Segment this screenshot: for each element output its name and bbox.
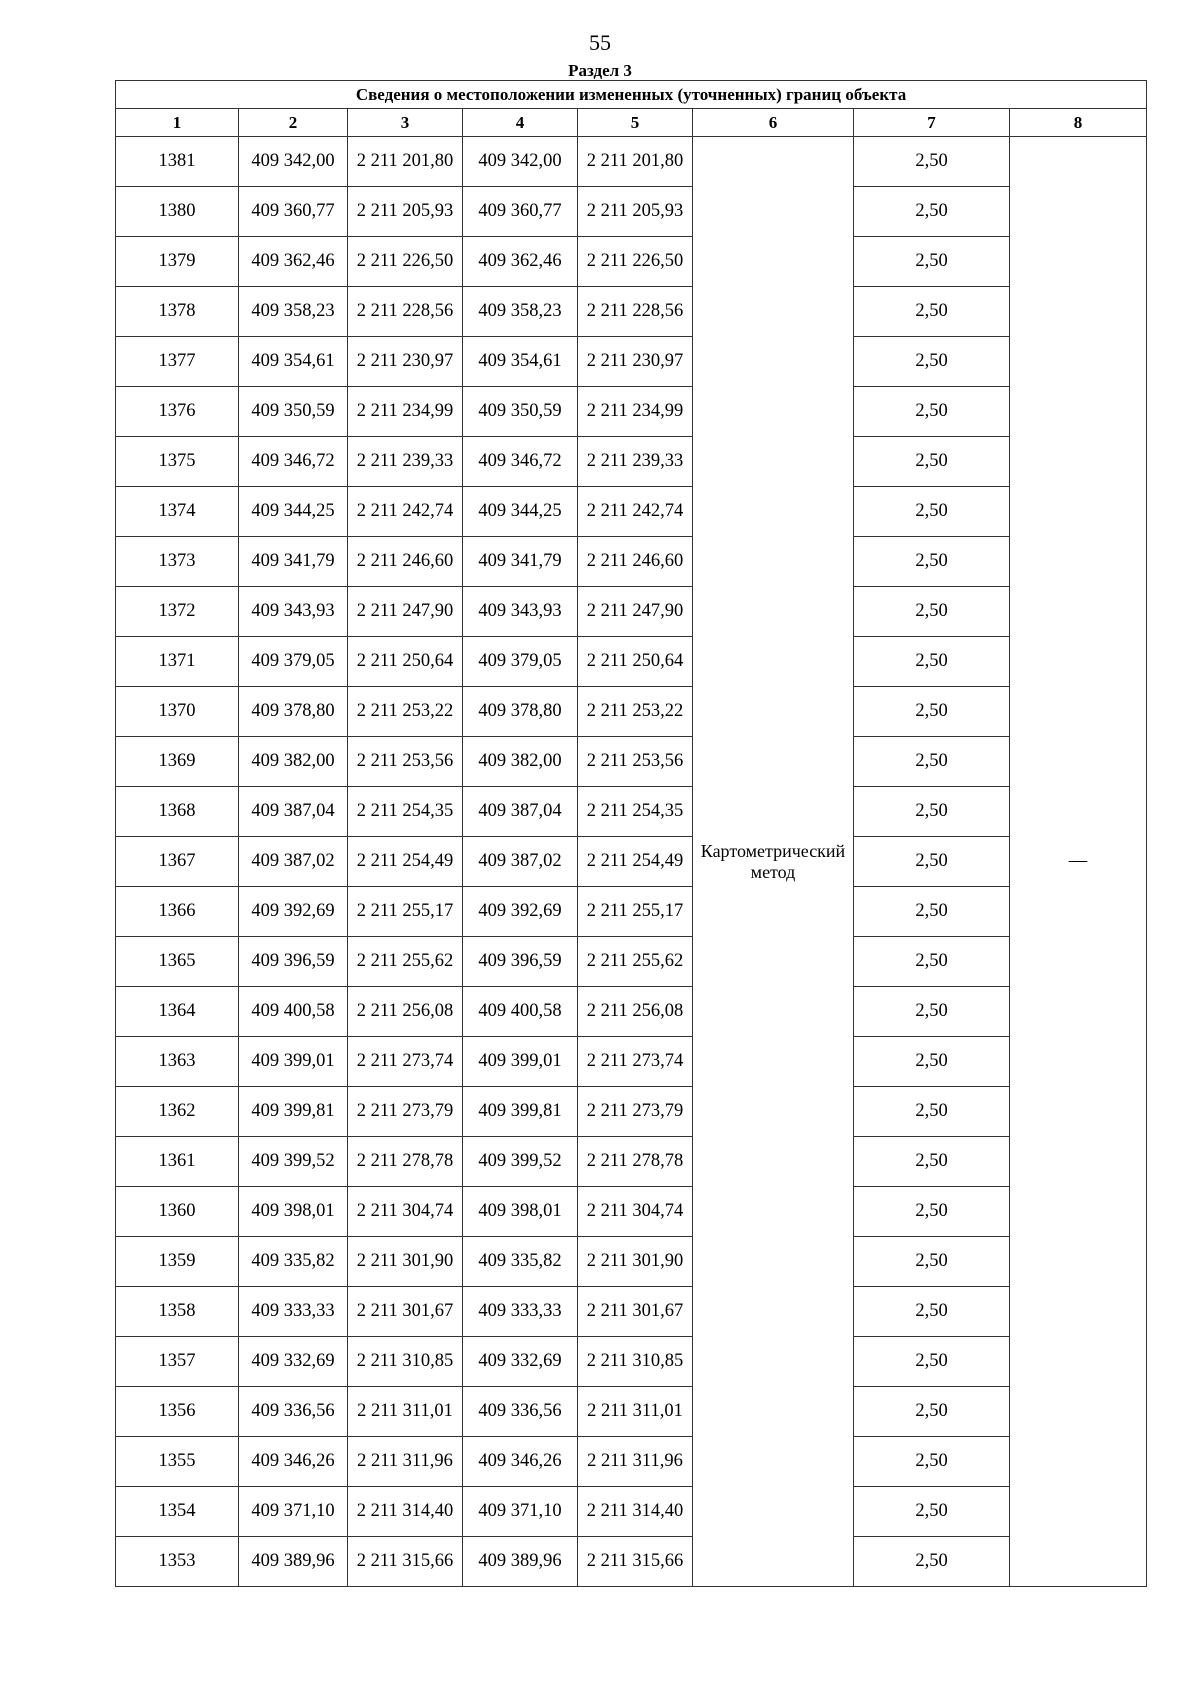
y-old-cell: 2 211 311,96 [348, 1437, 463, 1487]
x-new-cell: 409 332,69 [463, 1337, 578, 1387]
table-row [116, 787, 1147, 837]
column-header: 1 [116, 109, 239, 137]
x-old-cell: 409 400,58 [239, 987, 348, 1037]
x-old-cell: 409 341,79 [239, 537, 348, 587]
x-old-cell: 409 346,72 [239, 437, 348, 487]
point-number-cell: 1376 [116, 387, 239, 437]
y-old-cell: 2 211 250,64 [348, 637, 463, 687]
x-new-cell: 409 382,00 [463, 737, 578, 787]
table-row [116, 1087, 1147, 1137]
y-old-cell: 2 211 228,56 [348, 287, 463, 337]
y-new-cell: 2 211 315,66 [578, 1537, 693, 1587]
table-row [116, 287, 1147, 337]
y-new-cell: 2 211 205,93 [578, 187, 693, 237]
y-new-cell: 2 211 256,08 [578, 987, 693, 1037]
x-new-cell: 409 343,93 [463, 587, 578, 637]
x-old-cell: 409 332,69 [239, 1337, 348, 1387]
y-new-cell: 2 211 273,79 [578, 1087, 693, 1137]
y-old-cell: 2 211 247,90 [348, 587, 463, 637]
table-row [116, 937, 1147, 987]
accuracy-cell: 2,50 [854, 987, 1010, 1037]
y-old-cell: 2 211 255,17 [348, 887, 463, 937]
y-new-cell: 2 211 242,74 [578, 487, 693, 537]
table-row [116, 687, 1147, 737]
y-new-cell: 2 211 254,35 [578, 787, 693, 837]
point-number-cell: 1357 [116, 1337, 239, 1387]
accuracy-cell: 2,50 [854, 737, 1010, 787]
y-old-cell: 2 211 301,67 [348, 1287, 463, 1337]
accuracy-cell: 2,50 [854, 337, 1010, 387]
accuracy-cell: 2,50 [854, 1137, 1010, 1187]
x-old-cell: 409 387,02 [239, 837, 348, 887]
y-new-cell: 2 211 250,64 [578, 637, 693, 687]
x-new-cell: 409 379,05 [463, 637, 578, 687]
x-new-cell: 409 378,80 [463, 687, 578, 737]
y-new-cell: 2 211 310,85 [578, 1337, 693, 1387]
x-new-cell: 409 360,77 [463, 187, 578, 237]
y-new-cell: 2 211 247,90 [578, 587, 693, 637]
x-old-cell: 409 379,05 [239, 637, 348, 687]
y-new-cell: 2 211 278,78 [578, 1137, 693, 1187]
y-old-cell: 2 211 254,35 [348, 787, 463, 837]
point-number-cell: 1353 [116, 1537, 239, 1587]
point-number-cell: 1365 [116, 937, 239, 987]
table-row [116, 1187, 1147, 1237]
x-old-cell: 409 343,93 [239, 587, 348, 637]
y-new-cell: 2 211 254,49 [578, 837, 693, 887]
point-number-cell: 1367 [116, 837, 239, 887]
boundary-coordinates-table [115, 80, 1147, 1587]
x-old-cell: 409 342,00 [239, 137, 348, 187]
table-row [116, 1387, 1147, 1437]
y-new-cell: 2 211 226,50 [578, 237, 693, 287]
point-number-cell: 1378 [116, 287, 239, 337]
y-old-cell: 2 211 253,56 [348, 737, 463, 787]
x-old-cell: 409 335,82 [239, 1237, 348, 1287]
point-number-cell: 1372 [116, 587, 239, 637]
y-new-cell: 2 211 301,67 [578, 1287, 693, 1337]
table-row [116, 1137, 1147, 1187]
x-new-cell: 409 389,96 [463, 1537, 578, 1587]
x-old-cell: 409 336,56 [239, 1387, 348, 1437]
x-old-cell: 409 378,80 [239, 687, 348, 737]
y-old-cell: 2 211 278,78 [348, 1137, 463, 1187]
y-new-cell: 2 211 239,33 [578, 437, 693, 487]
x-old-cell: 409 392,69 [239, 887, 348, 937]
accuracy-cell: 2,50 [854, 1037, 1010, 1087]
x-new-cell: 409 400,58 [463, 987, 578, 1037]
point-number-cell: 1366 [116, 887, 239, 937]
x-new-cell: 409 344,25 [463, 487, 578, 537]
y-old-cell: 2 211 256,08 [348, 987, 463, 1037]
y-new-cell: 2 211 304,74 [578, 1187, 693, 1237]
y-old-cell: 2 211 226,50 [348, 237, 463, 287]
point-number-cell: 1363 [116, 1037, 239, 1087]
point-number-cell: 1381 [116, 137, 239, 187]
point-number-cell: 1379 [116, 237, 239, 287]
y-old-cell: 2 211 253,22 [348, 687, 463, 737]
accuracy-cell: 2,50 [854, 237, 1010, 287]
x-old-cell: 409 399,81 [239, 1087, 348, 1137]
x-old-cell: 409 362,46 [239, 237, 348, 287]
x-new-cell: 409 392,69 [463, 887, 578, 937]
x-new-cell: 409 336,56 [463, 1387, 578, 1437]
column-header-row [116, 109, 1147, 137]
point-number-cell: 1374 [116, 487, 239, 537]
accuracy-cell: 2,50 [854, 937, 1010, 987]
point-number-cell: 1355 [116, 1437, 239, 1487]
point-number-cell: 1360 [116, 1187, 239, 1237]
accuracy-cell: 2,50 [854, 487, 1010, 537]
point-number-cell: 1380 [116, 187, 239, 237]
y-new-cell: 2 211 301,90 [578, 1237, 693, 1287]
x-new-cell: 409 398,01 [463, 1187, 578, 1237]
y-old-cell: 2 211 273,74 [348, 1037, 463, 1087]
column-header: 7 [854, 109, 1010, 137]
table-row [116, 1437, 1147, 1487]
point-number-cell: 1369 [116, 737, 239, 787]
table-row [116, 1287, 1147, 1337]
x-old-cell: 409 371,10 [239, 1487, 348, 1537]
table-row [116, 587, 1147, 637]
y-old-cell: 2 211 255,62 [348, 937, 463, 987]
accuracy-cell: 2,50 [854, 1487, 1010, 1537]
point-number-cell: 1375 [116, 437, 239, 487]
x-old-cell: 409 399,52 [239, 1137, 348, 1187]
x-new-cell: 409 396,59 [463, 937, 578, 987]
x-old-cell: 409 333,33 [239, 1287, 348, 1337]
y-old-cell: 2 211 246,60 [348, 537, 463, 587]
accuracy-cell: 2,50 [854, 187, 1010, 237]
x-new-cell: 409 399,81 [463, 1087, 578, 1137]
point-number-cell: 1371 [116, 637, 239, 687]
x-new-cell: 409 358,23 [463, 287, 578, 337]
table-row [116, 437, 1147, 487]
column-header: 6 [693, 109, 854, 137]
accuracy-cell: 2,50 [854, 1237, 1010, 1287]
x-old-cell: 409 387,04 [239, 787, 348, 837]
y-new-cell: 2 211 314,40 [578, 1487, 693, 1537]
table-row [116, 537, 1147, 587]
x-new-cell: 409 333,33 [463, 1287, 578, 1337]
column-header: 8 [1010, 109, 1147, 137]
accuracy-cell: 2,50 [854, 537, 1010, 587]
x-old-cell: 409 399,01 [239, 1037, 348, 1087]
x-old-cell: 409 360,77 [239, 187, 348, 237]
x-new-cell: 409 387,04 [463, 787, 578, 837]
y-old-cell: 2 211 314,40 [348, 1487, 463, 1537]
y-old-cell: 2 211 315,66 [348, 1537, 463, 1587]
accuracy-cell: 2,50 [854, 837, 1010, 887]
y-new-cell: 2 211 255,17 [578, 887, 693, 937]
table-row [116, 187, 1147, 237]
x-new-cell: 409 350,59 [463, 387, 578, 437]
y-new-cell: 2 211 201,80 [578, 137, 693, 187]
y-new-cell: 2 211 246,60 [578, 537, 693, 587]
accuracy-cell: 2,50 [854, 1437, 1010, 1487]
table-row [116, 737, 1147, 787]
point-number-cell: 1361 [116, 1137, 239, 1187]
y-new-cell: 2 211 311,96 [578, 1437, 693, 1487]
table-row [116, 137, 1147, 187]
table-row [116, 1037, 1147, 1087]
section-title: Раздел 3 [568, 61, 632, 80]
method-cell: Картометрический метод [693, 137, 854, 1587]
accuracy-cell: 2,50 [854, 587, 1010, 637]
point-number-cell: 1377 [116, 337, 239, 387]
point-number-cell: 1370 [116, 687, 239, 737]
x-new-cell: 409 371,10 [463, 1487, 578, 1537]
table-caption: Сведения о местоположении измененных (уточненных) границ объекта [116, 81, 1147, 109]
accuracy-cell: 2,50 [854, 1537, 1010, 1587]
x-new-cell: 409 335,82 [463, 1237, 578, 1287]
x-new-cell: 409 399,52 [463, 1137, 578, 1187]
table-row [116, 1537, 1147, 1587]
accuracy-cell: 2,50 [854, 437, 1010, 487]
point-number-cell: 1359 [116, 1237, 239, 1287]
accuracy-cell: 2,50 [854, 1287, 1010, 1337]
y-old-cell: 2 211 205,93 [348, 187, 463, 237]
accuracy-cell: 2,50 [854, 287, 1010, 337]
x-old-cell: 409 346,26 [239, 1437, 348, 1487]
column8-cell: — [1010, 137, 1147, 1587]
point-number-cell: 1358 [116, 1287, 239, 1337]
column-header: 2 [239, 109, 348, 137]
x-new-cell: 409 362,46 [463, 237, 578, 287]
y-old-cell: 2 211 230,97 [348, 337, 463, 387]
column-header: 5 [578, 109, 693, 137]
table-row [116, 237, 1147, 287]
table-row [116, 1237, 1147, 1287]
x-old-cell: 409 398,01 [239, 1187, 348, 1237]
y-new-cell: 2 211 230,97 [578, 337, 693, 387]
y-old-cell: 2 211 201,80 [348, 137, 463, 187]
accuracy-cell: 2,50 [854, 637, 1010, 687]
point-number-cell: 1364 [116, 987, 239, 1037]
y-old-cell: 2 211 242,74 [348, 487, 463, 537]
table-row [116, 887, 1147, 937]
accuracy-cell: 2,50 [854, 387, 1010, 437]
accuracy-cell: 2,50 [854, 1337, 1010, 1387]
x-old-cell: 409 354,61 [239, 337, 348, 387]
table-row [116, 837, 1147, 887]
accuracy-cell: 2,50 [854, 887, 1010, 937]
point-number-cell: 1368 [116, 787, 239, 837]
point-number-cell: 1354 [116, 1487, 239, 1537]
y-new-cell: 2 211 234,99 [578, 387, 693, 437]
y-old-cell: 2 211 234,99 [348, 387, 463, 437]
y-old-cell: 2 211 301,90 [348, 1237, 463, 1287]
y-new-cell: 2 211 253,56 [578, 737, 693, 787]
accuracy-cell: 2,50 [854, 687, 1010, 737]
y-old-cell: 2 211 273,79 [348, 1087, 463, 1137]
table-row [116, 337, 1147, 387]
accuracy-cell: 2,50 [854, 1187, 1010, 1237]
table-body [116, 137, 1147, 1587]
point-number-cell: 1356 [116, 1387, 239, 1437]
point-number-cell: 1373 [116, 537, 239, 587]
x-old-cell: 409 396,59 [239, 937, 348, 987]
x-new-cell: 409 341,79 [463, 537, 578, 587]
table-row [116, 387, 1147, 437]
y-new-cell: 2 211 228,56 [578, 287, 693, 337]
accuracy-cell: 2,50 [854, 1387, 1010, 1437]
column-header: 4 [463, 109, 578, 137]
x-old-cell: 409 344,25 [239, 487, 348, 537]
table-row [116, 487, 1147, 537]
table-row [116, 1337, 1147, 1387]
y-old-cell: 2 211 239,33 [348, 437, 463, 487]
y-new-cell: 2 211 273,74 [578, 1037, 693, 1087]
column-header: 3 [348, 109, 463, 137]
table-row [116, 637, 1147, 687]
x-new-cell: 409 399,01 [463, 1037, 578, 1087]
x-new-cell: 409 354,61 [463, 337, 578, 387]
x-old-cell: 409 382,00 [239, 737, 348, 787]
point-number-cell: 1362 [116, 1087, 239, 1137]
table-row [116, 1487, 1147, 1537]
y-old-cell: 2 211 311,01 [348, 1387, 463, 1437]
y-old-cell: 2 211 304,74 [348, 1187, 463, 1237]
y-new-cell: 2 211 253,22 [578, 687, 693, 737]
page-number: 55 [589, 30, 611, 55]
y-new-cell: 2 211 255,62 [578, 937, 693, 987]
x-old-cell: 409 350,59 [239, 387, 348, 437]
y-new-cell: 2 211 311,01 [578, 1387, 693, 1437]
x-old-cell: 409 389,96 [239, 1537, 348, 1587]
accuracy-cell: 2,50 [854, 1087, 1010, 1137]
x-new-cell: 409 387,02 [463, 837, 578, 887]
accuracy-cell: 2,50 [854, 787, 1010, 837]
y-old-cell: 2 211 254,49 [348, 837, 463, 887]
table-row [116, 987, 1147, 1037]
x-new-cell: 409 342,00 [463, 137, 578, 187]
x-new-cell: 409 346,72 [463, 437, 578, 487]
accuracy-cell: 2,50 [854, 137, 1010, 187]
y-old-cell: 2 211 310,85 [348, 1337, 463, 1387]
x-old-cell: 409 358,23 [239, 287, 348, 337]
x-new-cell: 409 346,26 [463, 1437, 578, 1487]
